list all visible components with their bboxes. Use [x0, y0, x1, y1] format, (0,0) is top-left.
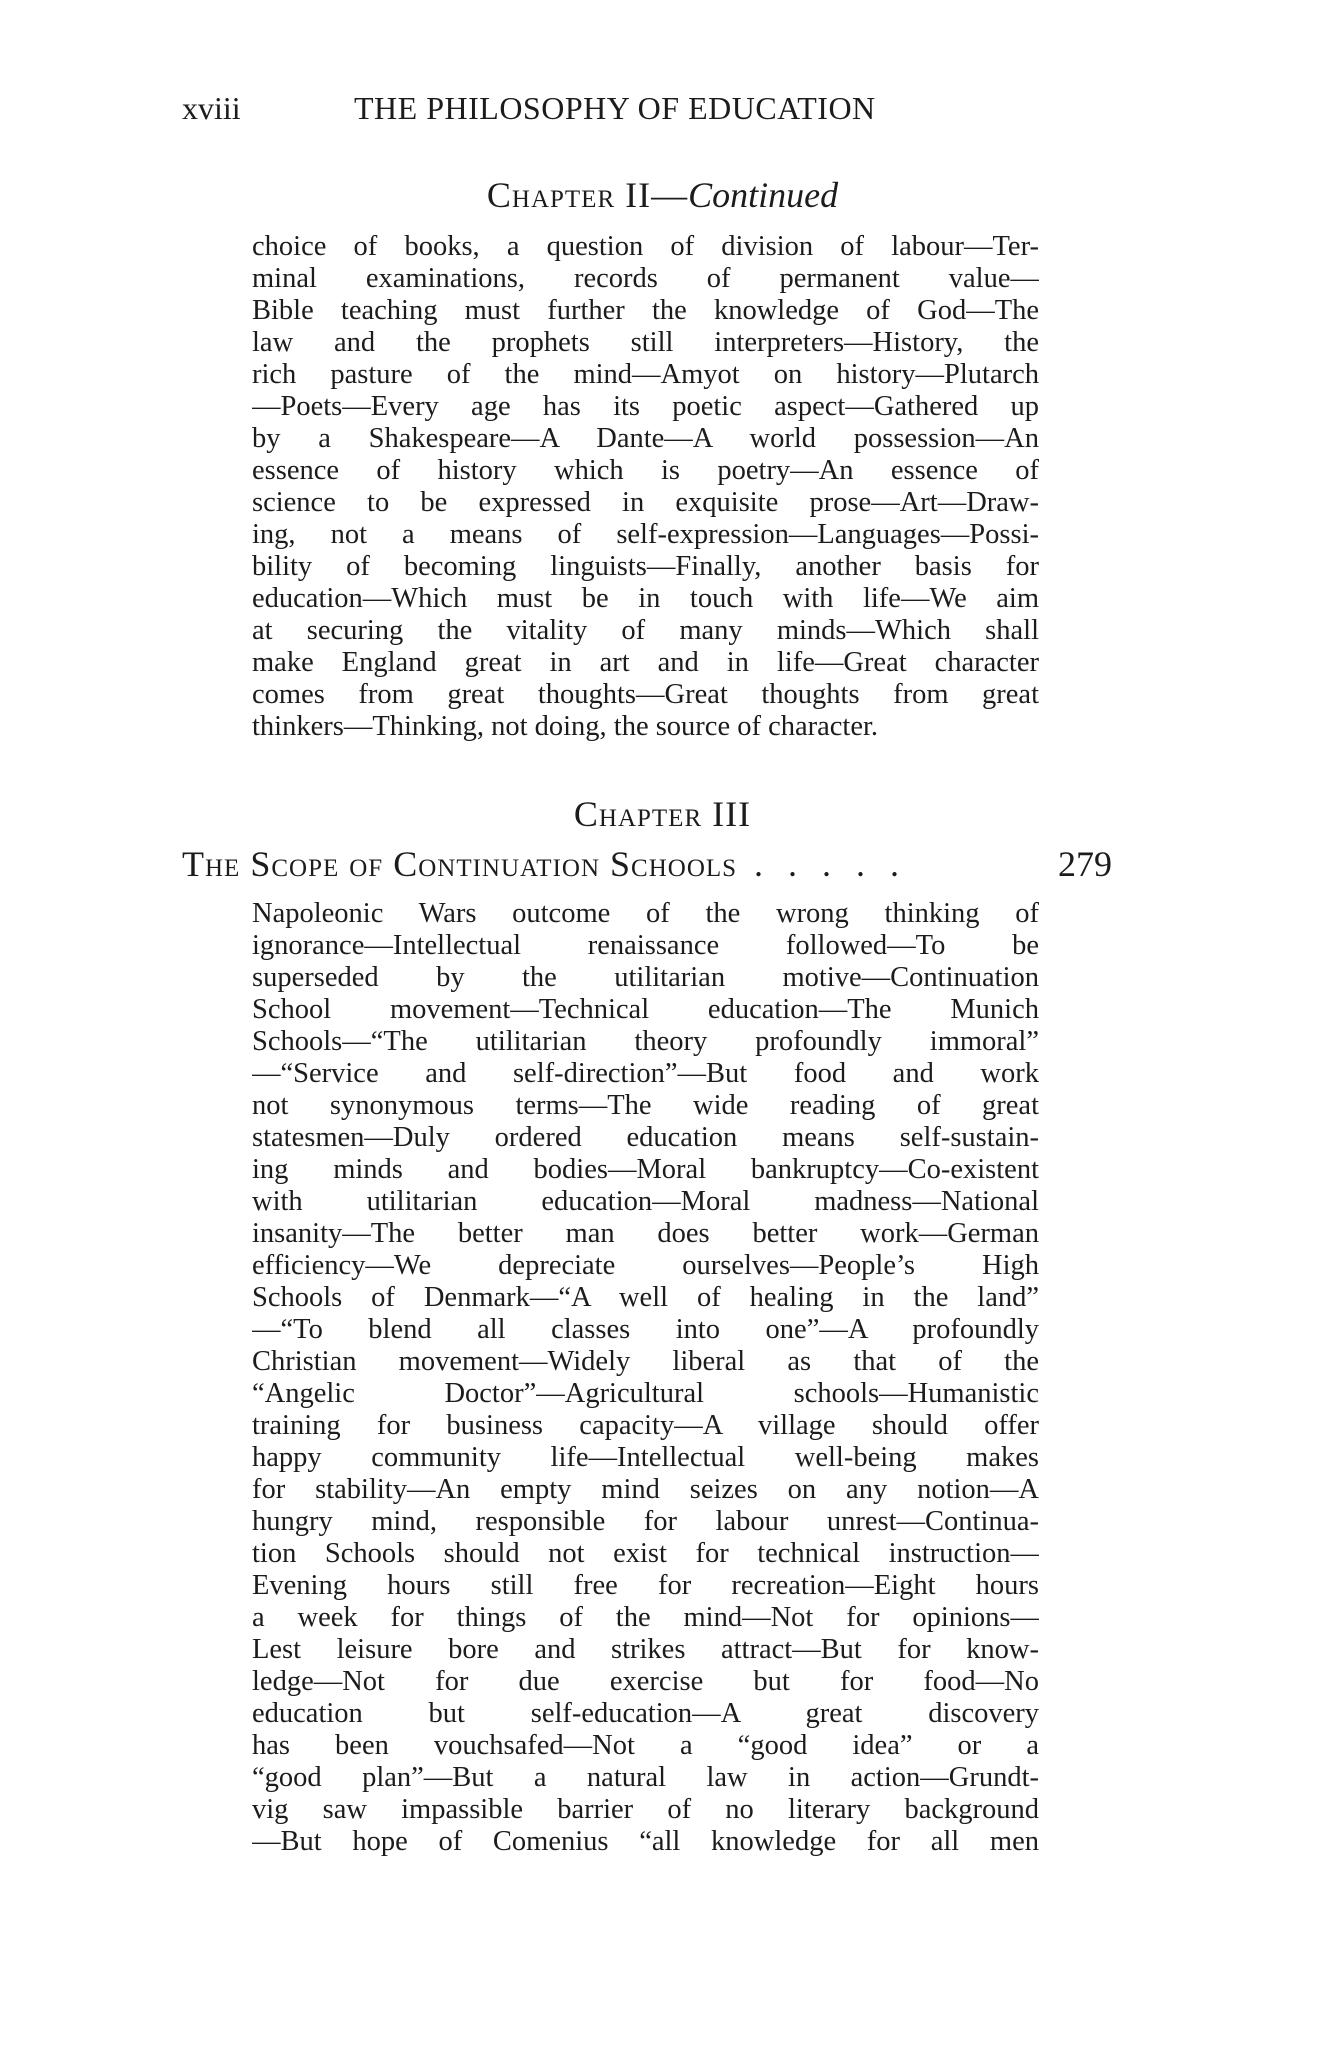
summary-line: Evening hours still free for recreation—Eight hours [252, 1570, 1039, 1601]
summary-line: education but self-education—A great discovery [252, 1698, 1039, 1729]
summary-line: Napoleonic Wars outcome of the wrong thinking of [252, 898, 1039, 929]
summary-line: —Poets—Every age has its poetic aspect—Gathered up [252, 391, 1039, 422]
summary-line: Bible teaching must further the knowledge of God—The [252, 295, 1039, 326]
summary-line: a week for things of the mind—Not for opinions— [252, 1602, 1039, 1633]
summary-line: essence of history which is poetry—An essence of [252, 455, 1039, 486]
summary-line: happy community life—Intellectual well-being makes [252, 1442, 1039, 1473]
chapter-ii-label: Chapter II— [486, 175, 689, 215]
summary-line: thinkers—Thinking, not doing, the source of character. [252, 711, 879, 742]
summary-line: —“To blend all classes into one”—A profoundly [252, 1314, 1039, 1345]
summary-line: ing, not a means of self-expression—Languages—Possi- [252, 519, 1039, 550]
summary-line: with utilitarian education—Moral madness—National [252, 1186, 1039, 1217]
running-head [182, 86, 942, 130]
chapter-iii-title-entry [182, 840, 1112, 888]
summary-line: education—Which must be in touch with life—We aim [252, 583, 1039, 614]
summary-line: law and the prophets still interpreters—History, the [252, 327, 1039, 358]
summary-line: Lest leisure bore and strikes attract—But for know- [252, 1634, 1039, 1665]
summary-line: make England great in art and in life—Great character [252, 647, 1039, 678]
summary-line: efficiency—We depreciate ourselves—People’s High [252, 1250, 1039, 1281]
page-number: xviii [182, 90, 241, 126]
summary-line: rich pasture of the mind—Amyot on history—Plutarch [252, 359, 1039, 390]
summary-line: for stability—An empty mind seizes on any notion—A [252, 1474, 1039, 1505]
chapter-iii-page-number: 279 [1058, 844, 1112, 884]
summary-line: comes from great thoughts—Great thoughts from great [252, 679, 1039, 710]
summary-line: has been vouchsafed—Not a “good idea” or a [252, 1730, 1039, 1761]
summary-line: Schools of Denmark—“A well of healing in the land” [252, 1282, 1039, 1313]
summary-line: statesmen—Duly ordered education means self-sustain- [252, 1122, 1039, 1153]
summary-line: bility of becoming linguists—Finally, another basis for [252, 551, 1039, 582]
summary-line: School movement—Technical education—The Munich [252, 994, 1039, 1025]
summary-line: ing minds and bodies—Moral bankruptcy—Co-existent [252, 1154, 1039, 1185]
summary-line: —But hope of Comenius “all knowledge for all men [252, 1826, 1039, 1857]
chapter-iii-title: The Scope of Continuation Schools [182, 844, 738, 884]
dot-leaders: . . . . . [737, 844, 908, 884]
chapter-ii-heading [0, 171, 1325, 219]
summary-line: vig saw impassible barrier of no literary background [252, 1794, 1039, 1825]
summary-line: minal examinations, records of permanent value— [252, 263, 1039, 294]
summary-line: ignorance—Intellectual renaissance followed—To be [252, 930, 1039, 961]
summary-line: ledge—Not for due exercise but for food—No [252, 1666, 1039, 1697]
summary-line: tion Schools should not exist for technical instruction— [252, 1538, 1039, 1569]
summary-line: at securing the vitality of many minds—Which shall [252, 615, 1039, 646]
summary-line: superseded by the utilitarian motive—Continuation [252, 962, 1039, 993]
chapter-iii-heading: Chapter III [573, 794, 752, 834]
summary-line: “Angelic Doctor”—Agricultural schools—Humanistic [252, 1378, 1039, 1409]
summary-line: “good plan”—But a natural law in action—Grundt- [252, 1762, 1039, 1793]
chapter-ii-continued: Continued [688, 175, 839, 215]
chapter-iii-summary [252, 898, 1039, 1858]
summary-line: science to be expressed in exquisite prose—Art—Draw- [252, 487, 1039, 518]
summary-line: insanity—The better man does better work—German [252, 1218, 1039, 1249]
summary-line: Schools—“The utilitarian theory profoundly immoral” [252, 1026, 1039, 1057]
summary-line: hungry mind, responsible for labour unrest—Continua- [252, 1506, 1039, 1537]
summary-line: Christian movement—Widely liberal as that of the [252, 1346, 1039, 1377]
summary-line: not synonymous terms—The wide reading of great [252, 1090, 1039, 1121]
summary-line: choice of books, a question of division of labour—Ter- [252, 231, 1039, 262]
summary-line: training for business capacity—A village should offer [252, 1410, 1039, 1441]
summary-line: by a Shakespeare—A Dante—A world possession—An [252, 423, 1039, 454]
book-title: THE PHILOSOPHY OF EDUCATION [354, 90, 876, 126]
summary-line: —“Service and self-direction”—But food and work [252, 1058, 1039, 1089]
chapter-ii-summary [252, 231, 1039, 743]
